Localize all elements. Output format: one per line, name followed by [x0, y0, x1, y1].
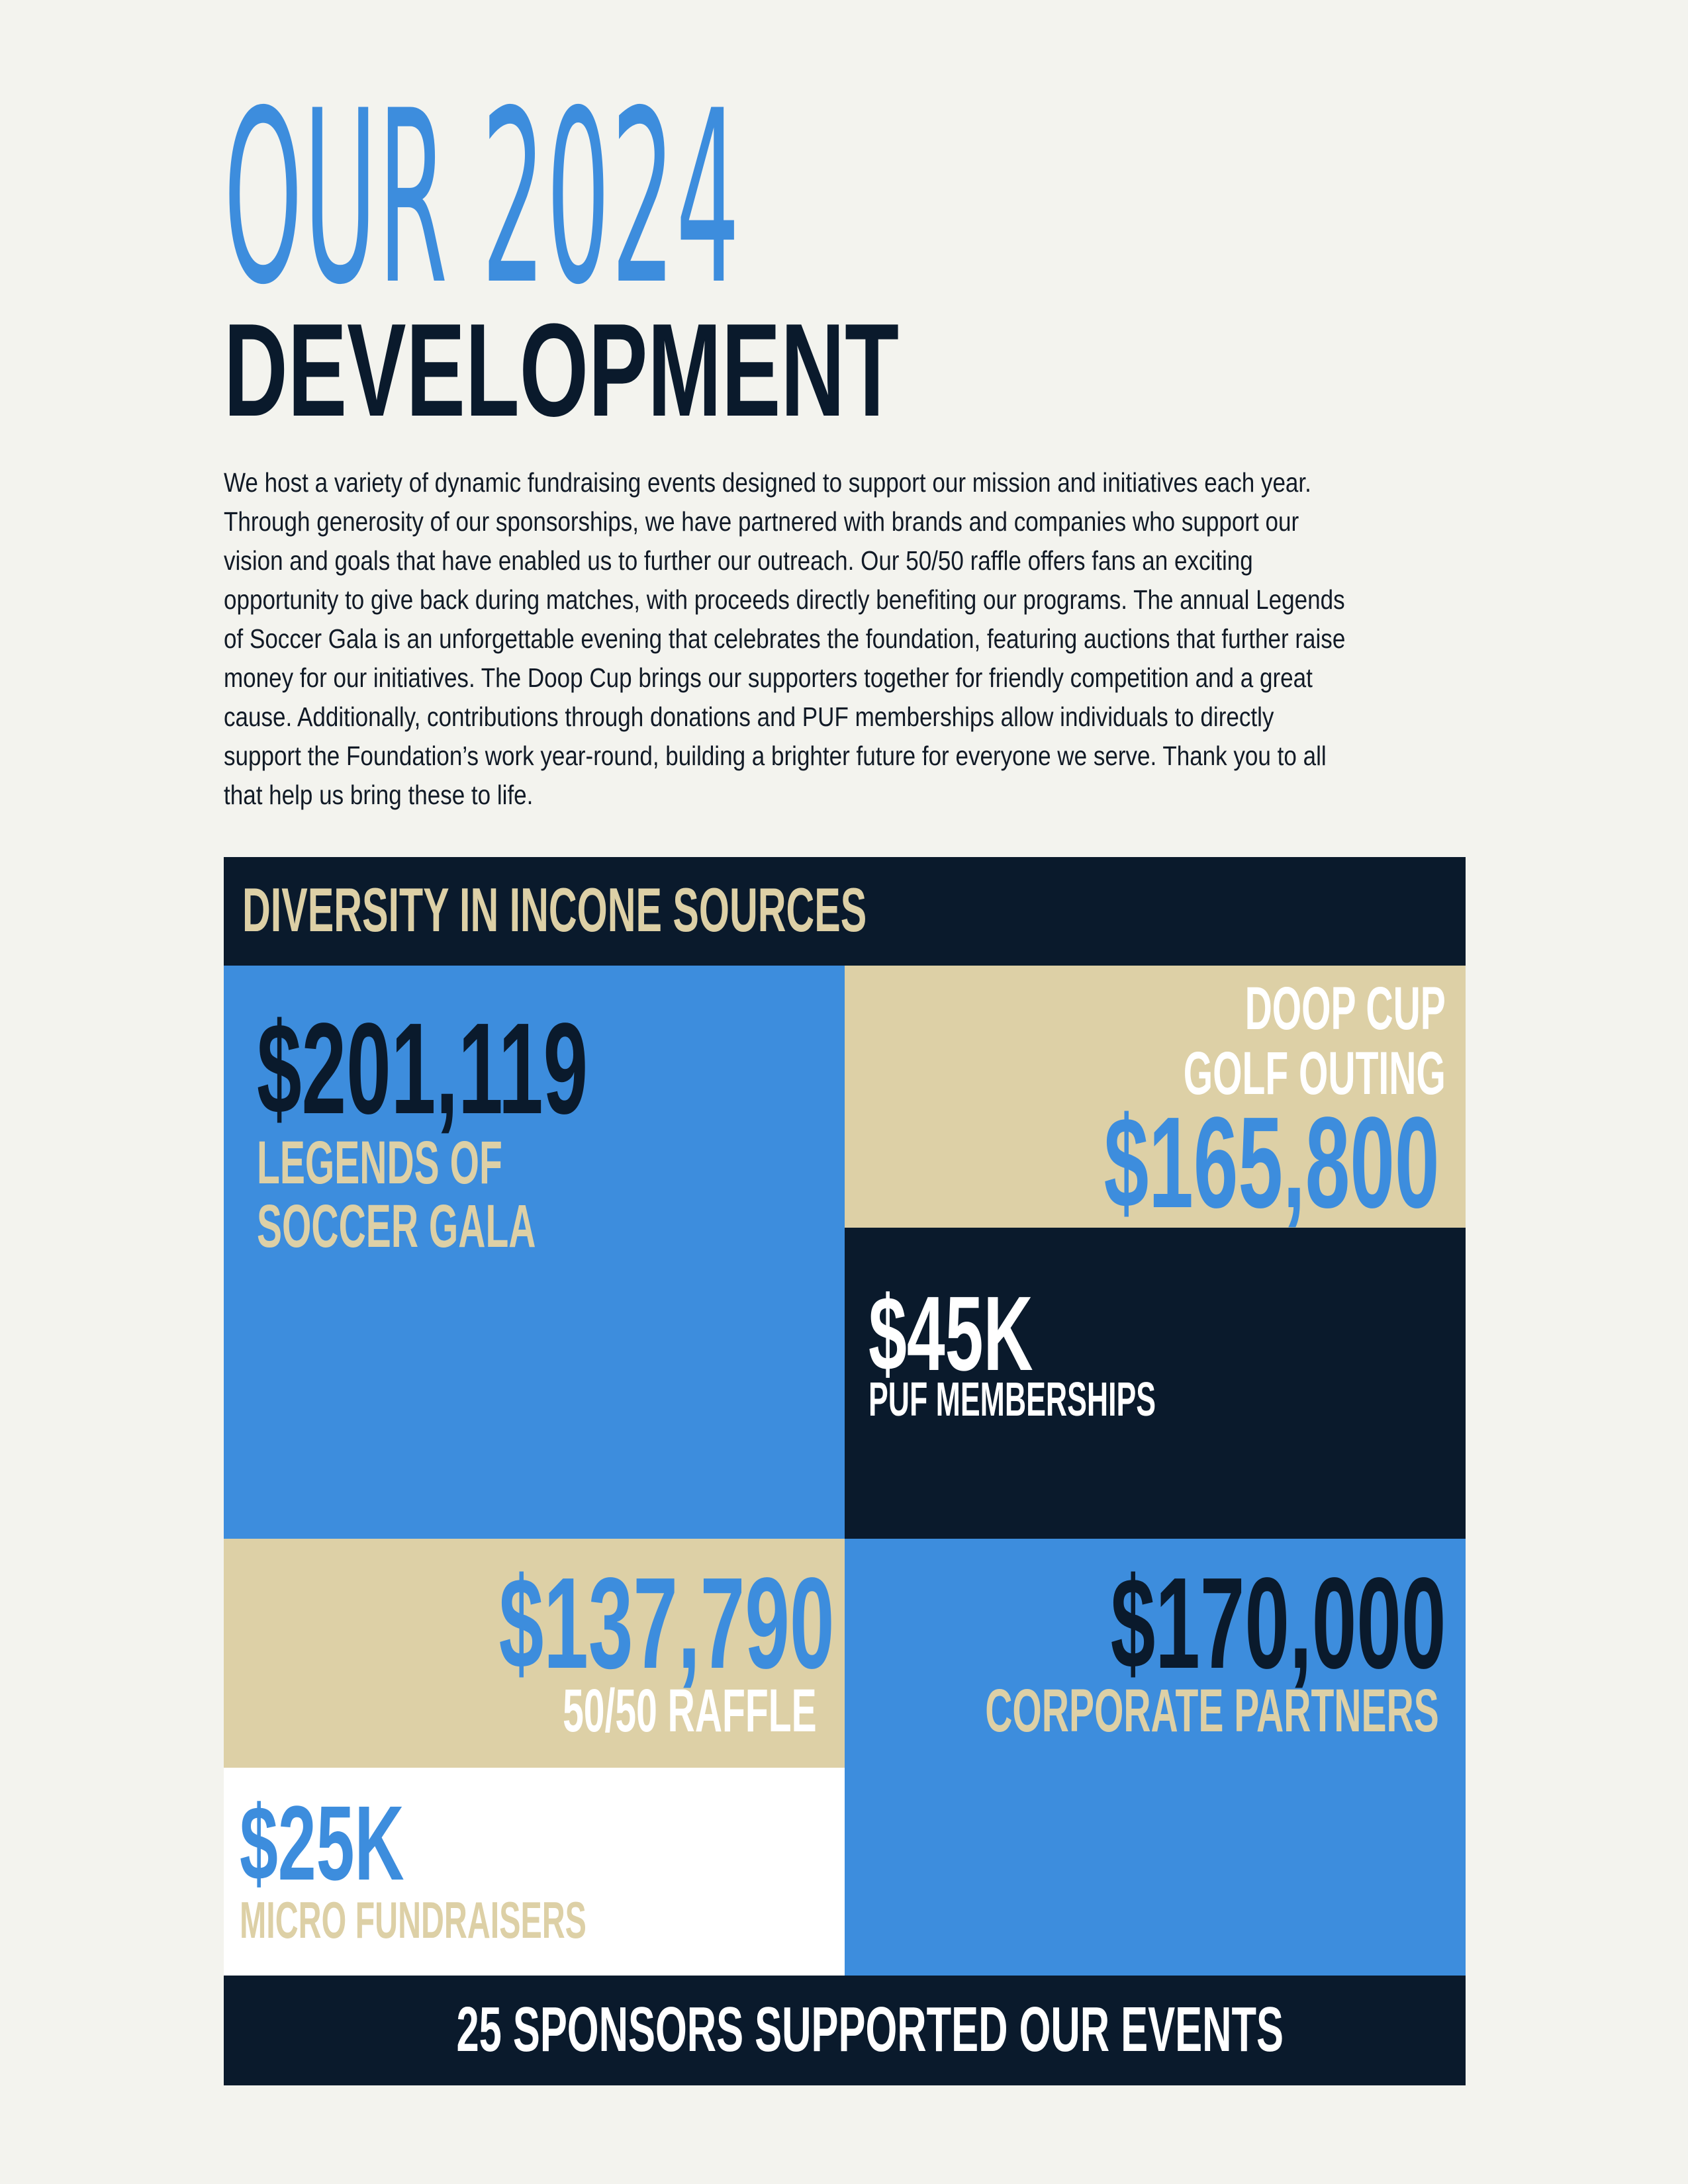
puf-label: PUF MEMBERSHIPS: [868, 1373, 1156, 1426]
raffle-label: 50/50 RAFFLE: [563, 1677, 817, 1745]
gala-label: [257, 1131, 536, 1258]
intro-paragraph: [224, 463, 1488, 815]
intro-line: We host a variety of dynamic fundraising events designed to support our mission and initiatives each year.: [224, 467, 1311, 498]
micro-amount: $25K: [240, 1784, 404, 1902]
puf-amount: $45K: [868, 1274, 1033, 1392]
page-title: DEVELOPMENT: [224, 296, 899, 444]
corporate-amount: $170,000: [1110, 1551, 1446, 1696]
gala-label-line: SOCCER GALA: [257, 1193, 536, 1260]
doop-cup-amount: $165,800: [1103, 1090, 1439, 1228]
gala-tile: [224, 966, 845, 1539]
page-title-year: OUR 2024: [224, 60, 741, 337]
income-sources-header: [224, 857, 1466, 966]
doop-cup-tile: [845, 966, 1466, 1228]
puf-tile: [845, 1228, 1466, 1539]
gala-amount: $201,119: [257, 996, 588, 1141]
raffle-amount: $137,790: [498, 1551, 834, 1696]
intro-line: vision and goals that have enabled us to further our outreach. Our 50/50 raffle offers fans an exciting: [224, 545, 1253, 576]
intro-line: money for our initiatives. The Doop Cup brings our supporters together for friendly competition and a great: [224, 662, 1313, 693]
intro-line: that help us bring these to life.: [224, 780, 534, 810]
doop-cup-label: [1184, 976, 1446, 1106]
doop-cup-label-line: GOLF OUTING: [1183, 1040, 1446, 1107]
raffle-tile: [224, 1539, 845, 1768]
sponsors-footer: [224, 1976, 1466, 2085]
corporate-label: CORPORATE PARTNERS: [985, 1677, 1439, 1745]
intro-line: opportunity to give back during matches, with proceeds directly benefiting our programs. The annual Legends: [224, 584, 1345, 615]
corporate-tile: [845, 1539, 1466, 1976]
intro-line: Through generosity of our sponsorships, we have partnered with brands and companies who support our: [224, 506, 1299, 537]
micro-label: MICRO FUNDRAISERS: [240, 1891, 586, 1949]
income-sources-title: DIVERSITY IN INCONE SOURCES: [242, 875, 867, 944]
intro-line: support the Foundation’s work year-round, building a brighter future for everyone we serve. Thank you to all: [224, 741, 1327, 771]
gala-label-line: LEGENDS OF: [257, 1129, 502, 1197]
sponsors-text: 25 SPONSORS SUPPORTED OUR EVENTS: [456, 1994, 1284, 2065]
doop-cup-label-line: DOOP CUP: [1244, 975, 1446, 1042]
micro-fundraisers-tile: [224, 1768, 845, 1976]
intro-line: cause. Additionally, contributions through donations and PUF memberships allow individuals to directly: [224, 702, 1274, 732]
intro-line: of Soccer Gala is an unforgettable evening that celebrates the foundation, featuring auctions that further raise: [224, 623, 1346, 654]
